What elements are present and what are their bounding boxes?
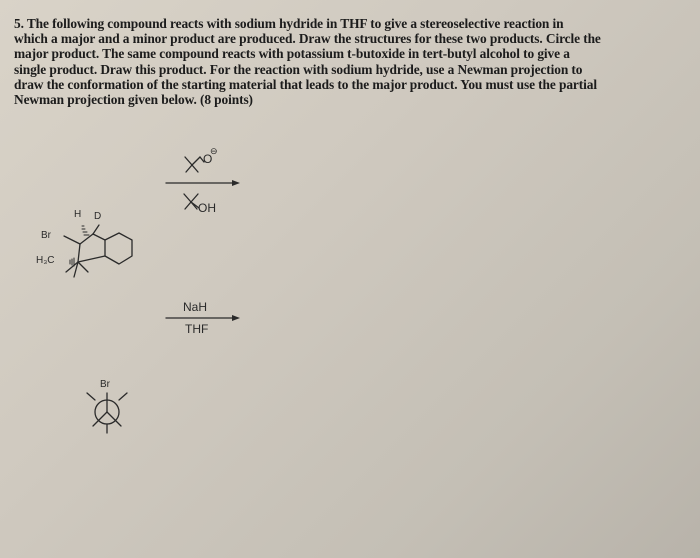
newman-projection [87,393,127,433]
tert-butanol-structure [184,194,199,209]
question-line: 5. The following compound reacts with sodium hydride in THF to give a stereoselective reaction in [14,16,564,31]
negative-charge: ⊖ [210,146,218,156]
bromine-label: Br [41,230,51,241]
newman-bromine-label: Br [100,379,110,390]
starting-compound [64,225,132,277]
cyclohexane-ring [105,233,132,264]
solvent-label: THF [185,322,209,336]
deuterium-label: D [94,211,102,222]
oxygen-label: O [203,152,213,166]
question-line: Newman projection given below. (8 points) [14,92,253,108]
question-line: major product. The same compound reacts with potassium t-butoxide in tert-butyl alcohol to give a [14,46,570,62]
arrow-head-2 [232,315,240,321]
hydrogen-label: H [74,209,82,220]
tert-butoxide-structure [185,157,204,172]
arrow-head-1 [232,180,240,186]
methyl-label: H₃C [36,255,55,266]
question-line: draw the conformation of the starting material that leads to the major product. You must use the partial [14,76,597,92]
question-line: which a major and a minor product are produced. Draw the structures for these two products. Circle the [14,31,601,47]
hydroxyl-label: OH [198,201,216,215]
reagent-label: NaH [183,300,208,314]
question-line: single product. Draw this product. For the reaction with sodium hydride, use a Newman projection to [14,61,583,77]
